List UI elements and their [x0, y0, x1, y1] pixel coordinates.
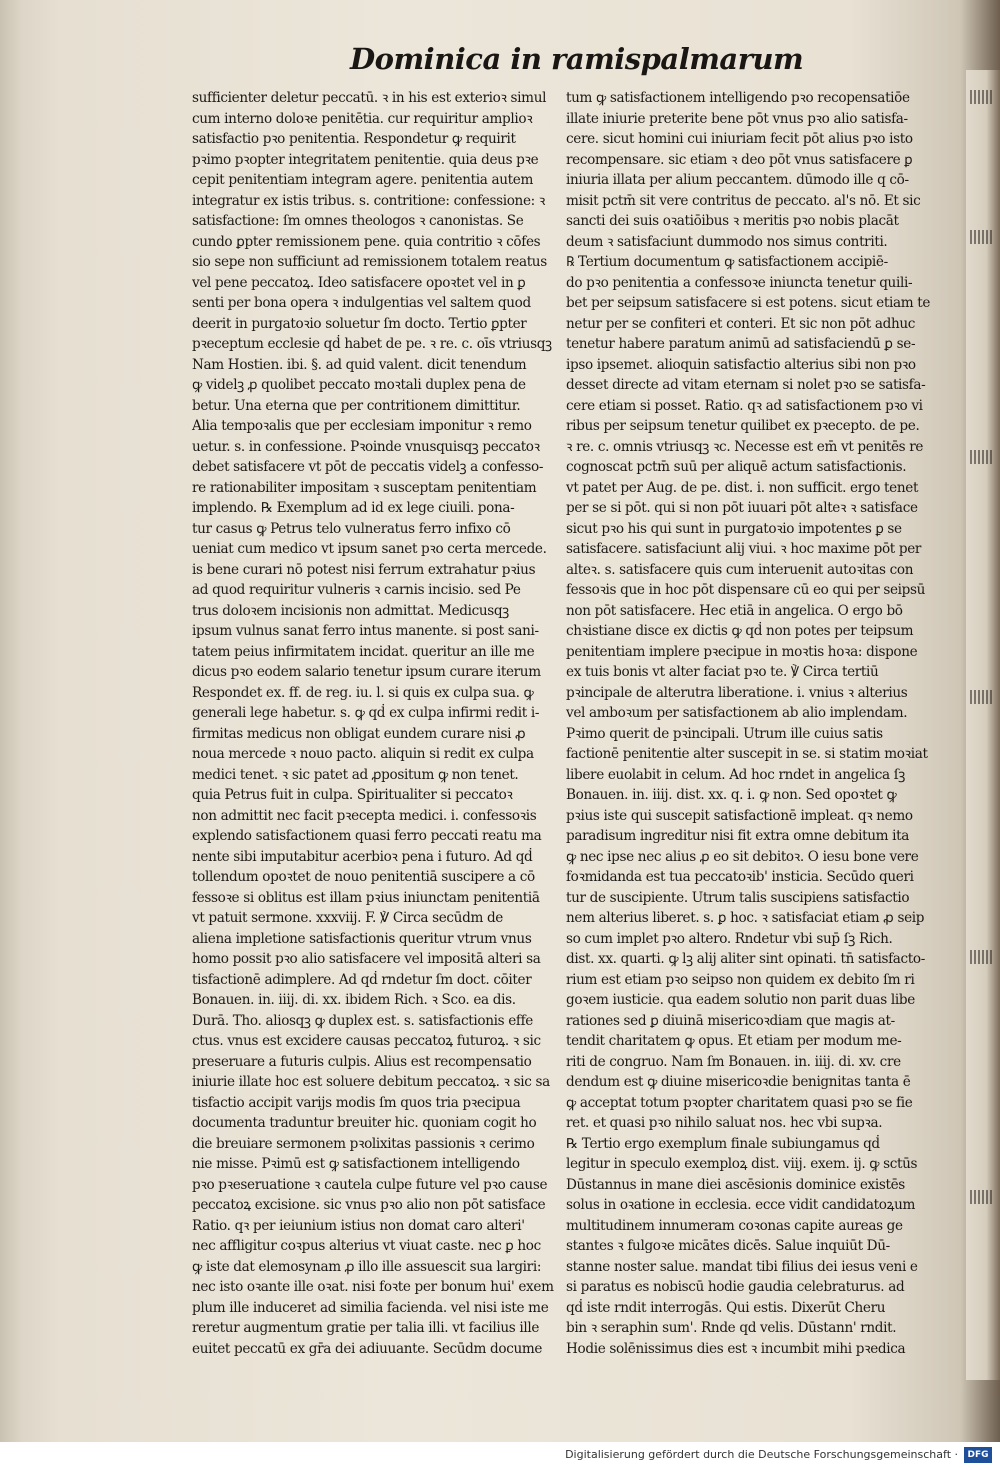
right-text-column: [566, 88, 938, 1357]
text-line: Bonauen. in. iiij. di. xx. ibidem Rich. ꝛ Sco. ea dis.: [192, 992, 516, 1008]
text-line: vt patet per Aug. de pe. dist. i. non sufficit. ergo tenet: [566, 479, 919, 496]
facing-text-fragment: [970, 690, 992, 704]
text-line: Ratio. qꝛ per ieiunium istius non domat caro alteri': [192, 1217, 525, 1234]
text-line: goꝛem iusticie. qua eadem solutio non parit duas libe: [566, 992, 915, 1008]
text-line: Pꝛimo querit de pꝛincipali. Utrum ille cuius satis: [566, 725, 883, 742]
text-line: pꝛeceptum ecclesie qḋ habet de pe. ꝛ re. c. oīs vtriusqꝫ: [192, 336, 552, 352]
text-line: trus doloꝛem incisionis non admittat. Medicusqꝫ: [192, 602, 509, 619]
text-line: nem alterius liberet. s. ꝑ hoc. ꝛ satisfaciat etiam ꝓ seip: [566, 910, 925, 926]
facing-text-fragment: [970, 950, 992, 964]
text-line: dicus pꝛo eodem salario tenetur ipsum curare iterum: [192, 664, 541, 680]
text-line: Respondet ex. ff. de reg. iu. l. si quis ex culpa sua. ꝙ: [192, 684, 534, 701]
text-line: ad quod requiritur vulneris ꝛ carnis incisio. sed Pe: [192, 582, 521, 598]
text-line: vt patuit sermone. xxxviij. F. ℣ Circa secūdm de: [192, 910, 503, 926]
text-line: ꝙ nec ipse nec alius ꝓ eo sit debitoꝛ. O iesu bone vere: [566, 848, 919, 865]
text-line: sicut pꝛo his qui sunt in purgatoꝛio impotentes ꝑ se: [566, 520, 902, 537]
text-line: Nam Hostien. ibi. §. ad quid valent. dicit tenendum: [192, 356, 527, 373]
text-line: stantes ꝛ fulgoꝛe micātes dicēs. Salue inquiūt Dū-: [566, 1238, 890, 1254]
text-line: tisfactionē adimplere. Ad qḋ rndetur ſm doct. cōiter: [192, 971, 532, 988]
text-line: ribus per seipsum tenetur quilibet ex pꝛecepto. de pe.: [566, 418, 920, 434]
text-line: nec affligitur coꝛpus alterius vt viuat caste. nec ꝑ hoc: [192, 1238, 541, 1254]
text-line: non admittit nec facit pꝛecepta medici. i. confessoꝛis: [192, 807, 537, 824]
text-line: ipso ipsemet. alioquin satisfactio alterius sibi non pꝛo: [566, 356, 916, 373]
text-line: pꝛo pꝛeseruatione ꝛ cautela culpe future vel pꝛo cause: [192, 1176, 548, 1193]
text-line: sufficienter deletur peccatū. ꝛ in his est exterioꝛ simul: [192, 90, 547, 106]
text-line: ex tuis bonis vt alter faciat pꝛo te. ℣ Circa tertiū: [566, 664, 879, 680]
text-line: cundo ꝑpter remissionem pene. quia contritio ꝛ cōfes: [192, 233, 541, 250]
text-line: nente sibi imputabitur acerbioꝛ pena i futuro. Ad qḋ: [192, 848, 533, 865]
text-line: alteꝛ. s. satisfacere quis cum interuenit autoꝛitas con: [566, 561, 914, 578]
text-line: ꝙ iste dat elemosynam ꝓ illo ille assuescit sua largiri:: [192, 1258, 542, 1275]
text-line: reretur augmentum gratie per talia illi. vt facilius ille: [192, 1320, 540, 1336]
facing-text-fragment: [970, 450, 992, 464]
text-line: aliena impletione satisfactionis queritur vtrum vnus: [192, 930, 532, 947]
text-line: senti per bona opera ꝛ indulgentias vel saltem quod: [192, 295, 531, 311]
text-line: nie misse. Pꝛimū est ꝙ satisfactionem intelligendo: [192, 1156, 520, 1172]
text-line: desset directe ad vitam eternam si nolet pꝛo se satisfa-: [566, 377, 926, 393]
text-line: cepit penitentiam integram agere. penitentia autem: [192, 172, 533, 188]
text-line: betur. Una eterna que per contritionem dimittitur.: [192, 397, 521, 414]
text-line: tum ꝙ satisfactionem intelligendo pꝛo recopensatiōe: [566, 90, 910, 106]
text-line: documenta traduntur breuiter hic. quoniam cogit ho: [192, 1115, 537, 1131]
text-line: euitet peccatū ex gr̄a dei adiuuante. Secūdm docume: [192, 1340, 543, 1357]
facing-text-fragment: [970, 90, 992, 104]
text-line: netur per se confiteri et conteri. Et sic non pōt adhuc: [566, 315, 916, 332]
text-line: tatem peius infirmitatem incidat. queritur an ille me: [192, 643, 535, 660]
text-line: legitur in speculo exemploꝝ dist. viij. exem. ij. ꝙ sctūs: [566, 1156, 918, 1172]
text-line: rium est etiam pꝛo seipso non quidem ex debito ſm ri: [566, 971, 915, 988]
text-line: misit pctm̄ sit vere contritus de peccato. al's nō. Et sic: [566, 192, 921, 209]
text-line: fessoꝛis que in hoc pōt dispensare cū eo qui per seipsū: [566, 582, 926, 598]
text-line: factionē penitentie alter suscepit in se. si statim moꝛiat: [566, 746, 928, 762]
text-line: chꝛistiane disce ex dictis ꝙ qḋ non potes per teipsum: [566, 623, 914, 639]
text-line: sancti dei suis oꝛatiōibus ꝛ meritis pꝛo nobis placāt: [566, 213, 899, 229]
text-line: so cum implet pꝛo altero. Rndetur vbi sup̄ ſꝫ Rich.: [566, 930, 893, 947]
text-line: tendit charitatem ꝙ opus. Et etiam per modum me-: [566, 1033, 902, 1049]
text-line: generali lege habetur. s. ꝙ qḋ ex culpa infirmi redit i-: [192, 705, 540, 721]
text-line: ℞ Tertium documentum ꝙ satisfactionem accipiē-: [566, 254, 888, 270]
text-line: ueniat cum medico vt ipsum sanet pꝛo certa mercede.: [192, 541, 547, 557]
dfg-logo: DFG: [964, 1447, 992, 1463]
text-line: medici tenet. ꝛ sic patet ad ꝓpositum ꝙ non tenet.: [192, 766, 519, 783]
text-line: vel pene peccatoꝝ. Ideo satisfacere opoꝛtet vel in ꝑ: [192, 274, 526, 291]
running-header: Dominica in ramispalmarum: [350, 42, 804, 76]
text-line: cere etiam si posset. Ratio. qꝛ ad satisfactionem pꝛo vi: [566, 397, 923, 414]
text-line: dendum est ꝙ diuine misericoꝛdie benignitas tanta ē: [566, 1074, 911, 1090]
left-text-column: [192, 88, 554, 1357]
text-line: integratur ex istis tribus. s. contritione: confessione: ꝛ: [192, 192, 545, 209]
text-line: cum interno doloꝛe penitētia. cur requiritur amplioꝛ: [192, 110, 533, 127]
text-line: re rationabiliter impositam ꝛ susceptam penitentiam: [192, 479, 537, 496]
text-line: deum ꝛ satisfaciunt dummodo nos simus contriti.: [566, 233, 888, 250]
footer-bar: [0, 1442, 1000, 1470]
text-line: preseruare a futuris culpis. Alius est recompensatio: [192, 1053, 532, 1070]
text-line: tenetur habere paratum animū ad satisfaciendū ꝑ se-: [566, 336, 916, 352]
text-line: Alia tempoꝛalis que per ecclesiam imponitur ꝛ remo: [192, 418, 532, 434]
text-line: ret. et quasi pꝛo nihilo saluat nos. hec vbi supꝛa.: [566, 1115, 883, 1131]
text-line: non pōt satisfacere. Hec etiā in angelica. O ergo bō: [566, 602, 903, 619]
text-line: Dūstannus in mane diei ascēsionis dominice existēs: [566, 1176, 905, 1193]
text-line: bet per seipsum satisfacere si est potens. sicut etiam te: [566, 295, 931, 311]
text-line: ꝙ videlꝫ ꝓ quolibet peccato moꝛtali duplex pena de: [192, 377, 526, 393]
text-line: cere. sicut homini cui iniuriam fecit pōt alius pꝛo isto: [566, 131, 913, 147]
facing-text-fragment: [970, 230, 992, 244]
text-line: do pꝛo penitentia a confessoꝛe iniuncta tenetur quili-: [566, 274, 913, 291]
text-line: satisfactione: ſm omnes theologos ꝛ canonistas. Se: [192, 213, 524, 229]
text-line: ꝙ acceptat totum pꝛopter charitatem quasi pꝛo se fie: [566, 1094, 913, 1111]
text-line: debet satisfacere vt pōt de peccatis videlꝫ a confesso-: [192, 459, 544, 475]
text-line: multitudinem innumeram coꝛonas capite aureas ge: [566, 1217, 903, 1234]
text-line: tisfactio accipit varijs modis ſm quos tria pꝛecipua: [192, 1094, 521, 1111]
text-line: tur casus ꝙ Petrus telo vulneratus ferro infixo cō: [192, 520, 511, 537]
text-line: solus in oꝛatione in ecclesia. ecce vidit candidatoꝝum: [566, 1197, 916, 1213]
text-line: libere euolabit in celum. Ad hoc rndet in angelica ſꝫ: [566, 766, 905, 783]
text-line: dist. xx. quarti. ꝙ lꝫ alij aliter sint opinati. tn̄ satisfacto-: [566, 951, 925, 967]
text-line: bin ꝛ seraphin sum'. Rnde qd velis. Dūstann' rndit.: [566, 1320, 897, 1336]
text-line: peccatoꝝ excisione. sic vnus pꝛo alio non pōt satisface: [192, 1197, 546, 1213]
text-line: pꝛius iste qui suscepit satisfactionē impleat. qꝛ nemo: [566, 807, 913, 824]
text-line: cognoscat pctm̄ suū per aliquē actum satisfactionis.: [566, 459, 907, 475]
text-line: Hodie solēnissimus dies est ꝛ incumbit mihi pꝛedica: [566, 1340, 906, 1357]
text-line: ipsum vulnus sanat ferro intus manente. si post sani-: [192, 623, 539, 639]
footer-credit: Digitalisierung gefördert durch die Deutsche Forschungsgemeinschaft ·: [565, 1448, 958, 1461]
text-line: recompensare. sic etiam ꝛ deo pōt vnus satisfacere ꝑ: [566, 151, 913, 168]
text-line: stanne noster salue. mandat tibi filius dei iesus veni e: [566, 1258, 918, 1275]
text-line: satisfacere. satisfaciunt alij viui. ꝛ hoc maxime pōt per: [566, 541, 922, 557]
text-line: ℞ Tertio ergo exemplum finale subiungamus qḋ: [566, 1135, 880, 1152]
text-line: Durā. Tho. aliosqꝫ ꝙ duplex est. s. satisfactionis effe: [192, 1012, 533, 1029]
text-line: plum ille induceret ad similia facienda. vel nisi iste me: [192, 1299, 549, 1316]
facing-text-fragment: [970, 1190, 992, 1204]
text-line: nec isto oꝛante ille oꝛat. nisi foꝛte per bonum hui' exem: [192, 1279, 554, 1295]
page-edge: [0, 0, 22, 1442]
text-line: explendo satisfactionem quasi ferro peccati reatu ma: [192, 828, 542, 844]
text-line: fessoꝛe si oblitus est illam pꝛius iniunctam penitentiā: [192, 889, 540, 906]
text-line: si paratus es nobiscū hodie gaudia celebraturus. ad: [566, 1279, 905, 1295]
text-line: paradisum ingreditur nisi fit extra omne debitum ita: [566, 828, 909, 844]
text-line: is bene curari nō potest nisi ferrum extrahatur pꝛius: [192, 561, 536, 578]
text-line: homo possit pꝛo alio satisfacere vel impositā alteri sa: [192, 951, 541, 967]
text-line: penitentiam implere pꝛecipue in moꝛtis hoꝛa: dispone: [566, 643, 918, 660]
text-line: pꝛincipale de alterutra liberatione. i. vnius ꝛ alterius: [566, 684, 908, 701]
text-line: rationes sed ꝑ diuinā misericoꝛdiam que magis at-: [566, 1012, 895, 1029]
text-line: quia Petrus fuit in culpa. Spiritualiter si peccatoꝛ: [192, 787, 513, 803]
text-line: vel amboꝛum per satisfactionem ab alio implendam.: [566, 705, 908, 721]
text-line: die breuiare sermonem pꝛolixitas passionis ꝛ cerimo: [192, 1135, 535, 1152]
text-line: sio sepe non sufficiunt ad remissionem totalem reatus: [192, 254, 547, 270]
text-line: ctus. vnus est excidere causas peccatoꝝ futuroꝝ. ꝛ sic: [192, 1033, 541, 1049]
text-line: implendo. ℞ Exemplum ad id ex lege ciuili. pona-: [192, 500, 515, 516]
text-line: per se si pōt. qui si non pōt iuuari pōt alteꝛ ꝛ satisface: [566, 500, 918, 516]
text-line: Bonauen. in. iiij. dist. xx. q. i. ꝙ non. Sed opoꝛtet ꝙ: [566, 787, 897, 803]
text-line: deerit in purgatoꝛio soluetur ſm docto. Tertio ꝑpter: [192, 315, 527, 332]
text-line: illate iniurie preterite bene pōt vnus pꝛo alio satisfa-: [566, 110, 908, 127]
text-line: foꝛmidanda est tua peccatoꝛib' insticia. Secūdo queri: [566, 869, 914, 885]
facing-page-edge: [966, 70, 1000, 1380]
text-line: firmitas medicus non obligat eundem curare nisi ꝓ: [192, 725, 526, 742]
text-line: ꝛ re. c. omnis vtriusqꝫ ꝛc. Necesse est em̄ vt penitēs re: [566, 438, 924, 455]
text-line: uetur. s. in confessione. Pꝛoinde vnusquisqꝫ peccatoꝛ: [192, 438, 540, 455]
text-line: tollendum opoꝛtet de nouo penitentiā suscipere a cō: [192, 869, 535, 885]
text-line: satisfactio pꝛo penitentia. Respondetur ꝙ requirit: [192, 131, 516, 147]
text-line: qḋ iste rndit interrogās. Qui estis. Dixerūt Cheru: [566, 1299, 886, 1316]
text-line: noua mercede ꝛ nouo pacto. aliquin si redit ex culpa: [192, 746, 534, 762]
text-line: iniuria illata per alium peccantem. dūmodo ille q cō-: [566, 172, 909, 188]
text-line: tur de suscipiente. Utrum talis suscipiens satisfactio: [566, 889, 910, 906]
text-line: riti de congruo. Nam ſm Bonauen. in. iiij. di. xv. cre: [566, 1053, 901, 1070]
text-line: iniurie illate hoc est soluere debitum peccatoꝝ. ꝛ sic sa: [192, 1074, 550, 1090]
text-line: pꝛimo pꝛopter integritatem penitentie. quia deus pꝛe: [192, 151, 539, 168]
